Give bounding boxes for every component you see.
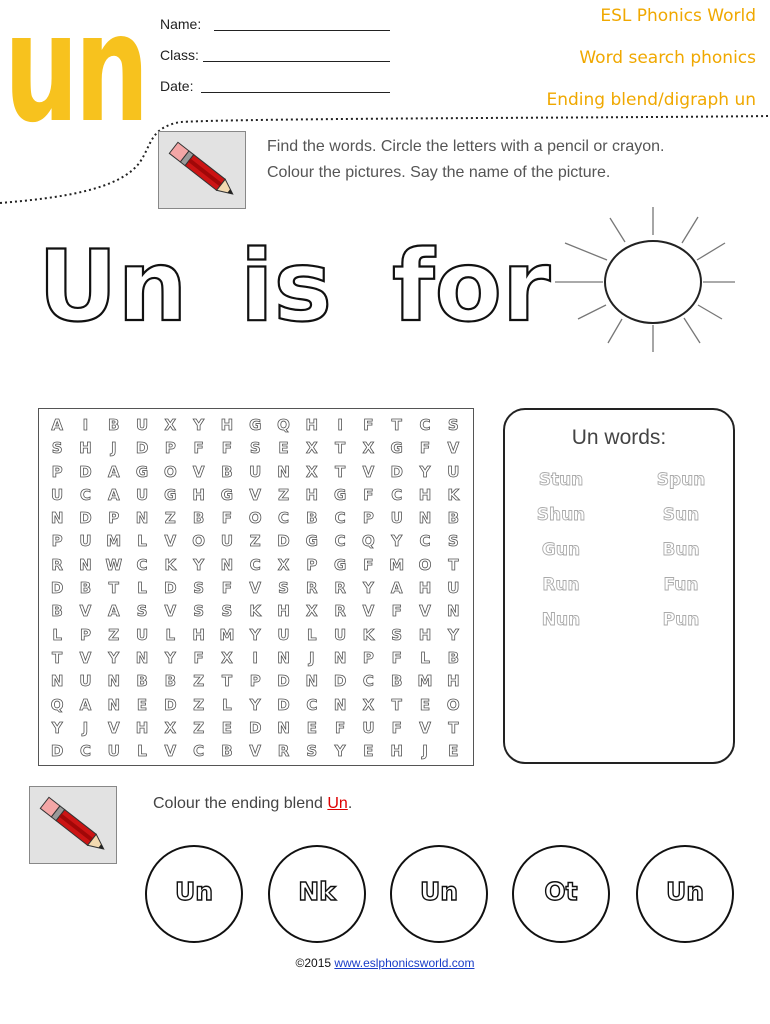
grid-letter[interactable]: L xyxy=(307,625,317,644)
grid-letter[interactable]: X xyxy=(306,602,318,621)
grid-letter[interactable]: A xyxy=(107,485,120,504)
grid-letter[interactable]: Y xyxy=(193,555,205,574)
grid-letter[interactable]: G xyxy=(390,439,403,458)
grid-letter[interactable]: N xyxy=(277,648,290,667)
grid-letter[interactable]: Z xyxy=(278,485,289,504)
grid-letter[interactable]: V xyxy=(79,648,92,667)
word-search-grid xyxy=(38,408,474,766)
grid-letter[interactable]: K xyxy=(164,555,177,574)
grid-letter[interactable]: U xyxy=(362,718,375,737)
grid-letter[interactable]: S xyxy=(221,602,233,621)
grid-letter[interactable]: U xyxy=(390,509,403,528)
grid-letter[interactable]: B xyxy=(221,462,233,481)
grid-letter[interactable]: S xyxy=(193,579,205,598)
grid-letter[interactable]: H xyxy=(192,485,205,504)
grid-letter[interactable]: X xyxy=(306,462,318,481)
grid-letter[interactable]: T xyxy=(108,579,119,598)
grid-letter[interactable]: Y xyxy=(419,462,431,481)
grid-letter[interactable]: G xyxy=(164,485,177,504)
instruction-line-2: Colour the pictures. Say the name of the picture. xyxy=(267,164,611,181)
blend-circle-2-label: Nk xyxy=(298,876,336,906)
grid-letter[interactable]: D xyxy=(249,718,262,737)
grid-letter[interactable]: T xyxy=(335,462,346,481)
grid-letter[interactable]: B xyxy=(108,416,120,434)
grid-letter[interactable]: Q xyxy=(277,416,290,434)
grid-letter[interactable]: H xyxy=(192,625,205,644)
grid-letter[interactable]: F xyxy=(193,648,204,667)
word-list-panel xyxy=(503,408,735,764)
grid-letter[interactable]: T xyxy=(335,439,346,458)
grid-letter[interactable]: C xyxy=(419,532,431,551)
grid-letter[interactable]: C xyxy=(136,555,148,574)
grid-letter[interactable]: Y xyxy=(362,579,374,598)
grid-letter[interactable]: L xyxy=(222,695,232,714)
grid-letter[interactable]: J xyxy=(422,742,428,761)
grid-letter[interactable]: U xyxy=(79,672,92,691)
grid-letter[interactable]: H xyxy=(305,416,319,434)
grid-letter[interactable]: C xyxy=(278,509,290,528)
copyright-text: ©2015 xyxy=(295,956,335,970)
grid-letter[interactable]: C xyxy=(79,485,91,504)
grid-cells xyxy=(43,414,467,763)
grid-letter[interactable]: Z xyxy=(193,695,205,714)
grid-letter[interactable]: H xyxy=(418,625,432,644)
grid-letter[interactable]: O xyxy=(192,532,206,551)
grid-letter[interactable]: C xyxy=(193,742,205,761)
grid-letter[interactable]: H xyxy=(79,439,92,458)
grid-letter[interactable]: D xyxy=(79,509,92,528)
grid-letter[interactable]: L xyxy=(420,648,430,667)
blend-circle-2[interactable] xyxy=(268,845,366,943)
word-fun: Fun xyxy=(663,575,699,595)
colour-instruction-suffix: . xyxy=(347,795,353,812)
grid-letter[interactable]: N xyxy=(277,462,290,481)
grid-letter[interactable]: U xyxy=(135,416,149,434)
grid-letter[interactable]: F xyxy=(363,485,374,504)
grid-letter[interactable]: P xyxy=(306,555,318,574)
grid-letter[interactable]: F xyxy=(221,509,233,528)
word-spun: Spun xyxy=(656,470,706,490)
blend-circle-1-label: Un xyxy=(174,876,214,906)
grid-letter[interactable]: D xyxy=(164,579,177,598)
grid-letter[interactable]: C xyxy=(306,695,318,714)
grid-letter[interactable]: X xyxy=(164,416,177,434)
grid-letter[interactable]: N xyxy=(333,648,347,667)
grid-letter[interactable]: K xyxy=(447,485,460,504)
grid-letter[interactable]: N xyxy=(107,695,121,714)
word-gun: Gun xyxy=(541,540,581,560)
grid-letter[interactable]: E xyxy=(363,742,374,761)
brand-title: ESL Phonics World xyxy=(600,6,756,26)
date-line xyxy=(201,92,390,93)
grid-letter[interactable]: P xyxy=(51,462,63,481)
grid-letter[interactable]: T xyxy=(221,672,233,691)
grid-letter[interactable]: A xyxy=(107,462,120,481)
date-label: Date: xyxy=(160,78,194,94)
grid-letter[interactable]: N xyxy=(79,555,92,574)
grid-letter[interactable]: R xyxy=(334,602,346,621)
grid-letter[interactable]: E xyxy=(448,742,459,761)
grid-letter[interactable]: Q xyxy=(362,532,375,551)
name-line xyxy=(214,30,390,31)
grid-letter[interactable]: W xyxy=(105,555,123,574)
grid-letter[interactable]: U xyxy=(277,625,290,644)
grid-letter[interactable]: F xyxy=(391,648,402,667)
grid-letter[interactable]: H xyxy=(277,602,290,621)
grid-letter[interactable]: C xyxy=(334,509,346,528)
grid-letter[interactable]: E xyxy=(419,695,431,714)
grid-letter[interactable]: U xyxy=(107,742,120,761)
grid-letter[interactable]: U xyxy=(135,625,149,644)
grid-letter[interactable]: H xyxy=(220,416,234,434)
grid-letter[interactable]: V xyxy=(164,532,177,551)
grid-letter[interactable]: I xyxy=(337,416,343,434)
grid-letter[interactable]: V xyxy=(362,462,375,481)
grid-letter[interactable]: N xyxy=(220,555,234,574)
grid-letter[interactable]: L xyxy=(137,532,147,551)
grid-letter[interactable]: F xyxy=(221,439,233,458)
worksheet-subtitle: Word search phonics xyxy=(579,48,756,68)
grid-letter[interactable]: O xyxy=(163,462,177,481)
grid-letter[interactable]: C xyxy=(79,742,91,761)
grid-letter[interactable]: S xyxy=(249,439,261,458)
blend-circle-4-label: Ot xyxy=(544,876,578,906)
grid-letter[interactable]: F xyxy=(193,439,204,458)
grid-letter[interactable]: S xyxy=(51,439,63,458)
grid-letter[interactable]: X xyxy=(164,718,177,737)
grid-letter[interactable]: G xyxy=(135,462,149,481)
class-field[interactable] xyxy=(160,47,199,63)
grid-letter[interactable]: A xyxy=(390,579,403,598)
grid-letter[interactable]: D xyxy=(79,462,92,481)
word-bun: Bun xyxy=(662,540,700,560)
grid-letter[interactable]: A xyxy=(51,416,63,434)
colour-target: Un xyxy=(327,795,348,812)
grid-letter[interactable]: H xyxy=(135,718,149,737)
word-stun: Stun xyxy=(538,470,584,490)
grid-letter[interactable]: T xyxy=(448,555,459,574)
pencil-icon xyxy=(158,131,246,209)
grid-letter[interactable]: B xyxy=(51,602,63,621)
grid-letter[interactable]: D xyxy=(277,532,290,551)
grid-letter[interactable]: F xyxy=(391,602,402,621)
heading-word-un: Un xyxy=(38,230,188,344)
grid-letter[interactable]: V xyxy=(249,742,262,761)
grid-letter[interactable]: N xyxy=(135,509,149,528)
grid-letter[interactable]: R xyxy=(51,555,63,574)
grid-letter[interactable]: M xyxy=(389,555,405,574)
grid-letter[interactable]: L xyxy=(137,579,147,598)
grid-letter[interactable]: F xyxy=(419,439,431,458)
grid-letter[interactable]: O xyxy=(446,695,460,714)
footer xyxy=(0,956,770,970)
grid-letter[interactable]: U xyxy=(220,532,234,551)
grid-letter[interactable]: U xyxy=(249,462,262,481)
grid-letter[interactable]: N xyxy=(50,672,64,691)
grid-letter[interactable]: M xyxy=(417,672,433,691)
grid-letter[interactable]: S xyxy=(136,602,148,621)
grid-letter[interactable]: T xyxy=(391,416,402,434)
grid-letter[interactable]: U xyxy=(447,579,460,598)
grid-letter[interactable]: U xyxy=(447,462,460,481)
worksheet-topic: Ending blend/digraph un xyxy=(546,90,756,110)
grid-letter[interactable]: U xyxy=(135,485,149,504)
grid-letter[interactable]: S xyxy=(391,625,403,644)
grid-letter[interactable]: L xyxy=(165,625,176,644)
grid-letter[interactable]: G xyxy=(220,485,234,504)
grid-letter[interactable]: B xyxy=(306,509,318,528)
grid-letter[interactable]: P xyxy=(51,532,63,551)
grid-letter[interactable]: C xyxy=(362,672,374,691)
grid-letter[interactable]: Y xyxy=(334,742,346,761)
name-field[interactable] xyxy=(160,16,201,32)
grid-letter[interactable]: A xyxy=(79,695,92,714)
word-run: Run xyxy=(542,575,580,595)
grid-letter[interactable]: N xyxy=(447,602,460,621)
grid-letter[interactable]: S xyxy=(193,602,205,621)
grid-letter[interactable]: F xyxy=(363,416,374,434)
colour-instruction-text: Colour the ending blend xyxy=(153,795,328,812)
grid-letter[interactable]: H xyxy=(390,742,403,761)
grid-letter[interactable]: X xyxy=(362,439,375,458)
grid-letter[interactable]: R xyxy=(306,579,318,598)
grid-letter[interactable]: T xyxy=(391,695,402,714)
word-pun: Pun xyxy=(662,610,700,630)
grid-letter[interactable]: X xyxy=(221,648,233,667)
grid-letter[interactable]: D xyxy=(164,695,177,714)
grid-letter[interactable]: D xyxy=(333,672,347,691)
grid-letter[interactable]: N xyxy=(418,509,432,528)
grid-letter[interactable]: P xyxy=(108,509,120,528)
grid-letter[interactable]: G xyxy=(305,532,318,551)
grid-letter[interactable]: V xyxy=(192,462,205,481)
grid-letter[interactable]: D xyxy=(135,439,149,458)
blend-circle-4[interactable] xyxy=(512,845,610,943)
grid-letter[interactable]: I xyxy=(252,648,259,667)
grid-letter[interactable]: B xyxy=(447,509,460,528)
class-line xyxy=(203,61,390,62)
heading-word-is: is xyxy=(240,230,332,344)
grid-letter[interactable]: B xyxy=(136,672,148,691)
grid-letter[interactable]: Y xyxy=(164,648,176,667)
grid-letter[interactable]: Z xyxy=(193,718,205,737)
grid-letter[interactable]: V xyxy=(362,602,375,621)
grid-letter[interactable]: X xyxy=(277,555,290,574)
grid-letter[interactable]: B xyxy=(192,509,205,528)
grid-letter[interactable]: U xyxy=(79,532,92,551)
instruction-line-1: Find the words. Circle the letters with a pencil or crayon. xyxy=(267,138,665,155)
grid-letter[interactable]: J xyxy=(82,718,89,737)
word-nun: Nun xyxy=(541,610,581,630)
grid-letter[interactable]: O xyxy=(418,555,432,574)
grid-letter[interactable]: C xyxy=(249,555,261,574)
grid-letter[interactable]: F xyxy=(334,718,346,737)
grid-letter[interactable]: C xyxy=(391,485,403,504)
grid-letter[interactable]: R xyxy=(334,579,346,598)
grid-letter[interactable]: G xyxy=(333,555,347,574)
grid-letter[interactable]: H xyxy=(305,485,319,504)
grid-letter[interactable]: T xyxy=(52,648,63,667)
grid-letter[interactable]: Y xyxy=(249,625,261,644)
grid-letter[interactable]: V xyxy=(419,602,431,621)
grid-letter[interactable]: B xyxy=(164,672,177,691)
grid-letter[interactable]: H xyxy=(447,672,460,691)
grid-letter[interactable]: E xyxy=(278,439,289,458)
grid-letter[interactable]: Z xyxy=(193,672,205,691)
grid-letter[interactable]: V xyxy=(249,485,262,504)
grid-letter[interactable]: Y xyxy=(391,532,403,551)
grid-letter[interactable]: P xyxy=(362,509,374,528)
grid-letter[interactable]: Y xyxy=(193,416,205,434)
grid-letter[interactable]: I xyxy=(82,416,89,434)
grid-letter[interactable]: G xyxy=(333,485,347,504)
grid-letter[interactable]: V xyxy=(79,602,92,621)
grid-letter[interactable]: Y xyxy=(51,718,63,737)
grid-letter[interactable]: S xyxy=(306,742,318,761)
grid-letter[interactable]: M xyxy=(106,532,122,551)
blend-circle-5[interactable] xyxy=(636,845,734,943)
blend-circle-3[interactable] xyxy=(390,845,488,943)
grid-letter[interactable]: Q xyxy=(50,695,64,714)
grid-letter[interactable]: L xyxy=(52,625,62,644)
grid-letter[interactable]: K xyxy=(249,602,262,621)
sun-picture[interactable] xyxy=(550,205,740,355)
grid-letter[interactable]: P xyxy=(79,625,91,644)
grid-letter[interactable]: S xyxy=(278,579,289,598)
grid-letter[interactable]: E xyxy=(306,718,317,737)
blend-circle-1[interactable] xyxy=(145,845,243,943)
grid-letter[interactable]: P xyxy=(249,672,261,691)
grid-letter[interactable]: X xyxy=(362,695,375,714)
grid-letter[interactable]: F xyxy=(391,718,402,737)
grid-letter[interactable]: V xyxy=(164,602,177,621)
grid-letter[interactable]: H xyxy=(418,579,432,598)
grid-letter[interactable]: P xyxy=(362,648,374,667)
grid-letter[interactable]: J xyxy=(309,648,315,667)
grid-letter[interactable]: U xyxy=(51,485,64,504)
grid-letter[interactable]: U xyxy=(334,625,347,644)
grid-letter[interactable]: B xyxy=(447,648,460,667)
grid-letter[interactable]: B xyxy=(79,579,92,598)
header-big-letters: un xyxy=(4,0,146,156)
grid-letter[interactable]: V xyxy=(164,742,177,761)
grid-letter[interactable]: D xyxy=(277,695,290,714)
grid-letter[interactable]: Y xyxy=(447,625,459,644)
grid-letter[interactable]: Y xyxy=(249,695,261,714)
grid-letter[interactable]: Z xyxy=(164,509,176,528)
grid-letter[interactable]: C xyxy=(334,532,346,551)
grid-letter[interactable]: V xyxy=(107,718,120,737)
grid-letter[interactable]: N xyxy=(333,695,347,714)
grid-letter[interactable]: X xyxy=(306,439,318,458)
grid-letter[interactable]: B xyxy=(390,672,403,691)
grid-letter[interactable]: E xyxy=(136,695,148,714)
grid-letter[interactable]: Z xyxy=(249,532,261,551)
instructions xyxy=(267,134,665,186)
grid-letter[interactable]: O xyxy=(248,509,262,528)
website-link[interactable]: www.eslphonicsworld.com xyxy=(334,956,475,970)
grid-letter[interactable]: V xyxy=(249,579,262,598)
grid-letter[interactable]: E xyxy=(221,718,233,737)
grid-letter[interactable]: D xyxy=(277,672,290,691)
grid-letter[interactable]: S xyxy=(447,532,459,551)
pencil-icon-bottom xyxy=(29,786,117,864)
blend-circle-3-label: Un xyxy=(419,876,459,906)
grid-letter[interactable]: N xyxy=(305,672,319,691)
grid-letter[interactable]: D xyxy=(390,462,403,481)
grid-letter[interactable]: R xyxy=(277,742,290,761)
grid-letter[interactable]: G xyxy=(249,416,262,434)
grid-letter[interactable]: V xyxy=(447,439,460,458)
grid-letter[interactable]: B xyxy=(221,742,233,761)
grid-letter[interactable]: N xyxy=(50,509,64,528)
word-list-title: Un words: xyxy=(571,426,667,449)
grid-letter[interactable]: A xyxy=(107,602,120,621)
date-field[interactable] xyxy=(160,78,193,94)
grid-letter[interactable]: P xyxy=(164,439,176,458)
blend-circle-5-label: Un xyxy=(665,876,705,906)
grid-letter[interactable]: L xyxy=(137,742,147,761)
grid-letter[interactable]: J xyxy=(110,439,117,458)
grid-letter[interactable]: N xyxy=(107,672,121,691)
grid-letter[interactable]: V xyxy=(419,718,431,737)
word-sun: Sun xyxy=(662,505,700,525)
word-shun: Shun xyxy=(536,505,586,525)
grid-letter[interactable]: M xyxy=(219,625,235,644)
grid-letter[interactable]: D xyxy=(50,742,64,761)
grid-letter[interactable]: F xyxy=(221,579,233,598)
grid-letter[interactable]: T xyxy=(448,718,459,737)
colour-instruction xyxy=(153,795,352,813)
grid-letter[interactable]: N xyxy=(277,718,290,737)
heading-word-for: for xyxy=(392,230,551,344)
grid-letter[interactable]: Y xyxy=(108,648,120,667)
grid-letter[interactable]: D xyxy=(50,579,64,598)
grid-letter[interactable]: C xyxy=(419,416,431,434)
grid-letter[interactable]: Z xyxy=(108,625,120,644)
grid-letter[interactable]: F xyxy=(363,555,374,574)
name-label: Name: xyxy=(160,16,202,32)
grid-letter[interactable]: S xyxy=(447,416,459,434)
grid-letter[interactable]: K xyxy=(362,625,375,644)
grid-letter[interactable]: N xyxy=(135,648,149,667)
class-label: Class: xyxy=(160,47,199,63)
grid-letter[interactable]: H xyxy=(418,485,432,504)
